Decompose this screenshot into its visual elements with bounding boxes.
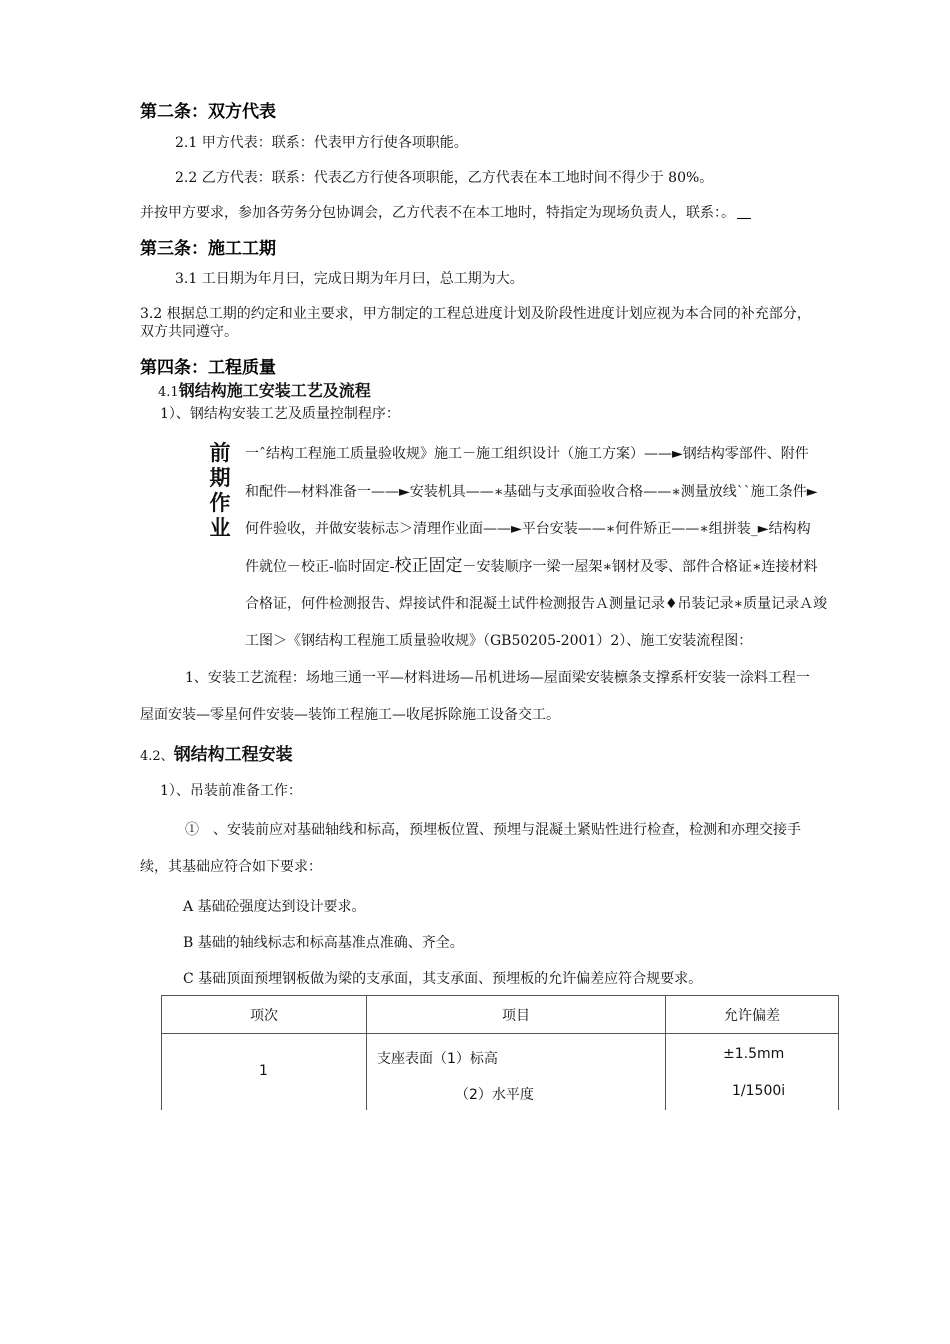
side-label-preliminary-work: 前期作业 <box>209 441 231 540</box>
article-4-title: 第四条：工程质量 <box>140 358 276 378</box>
article-2-1: 2.1 甲方代表：联系：代表甲方行使各项职能。 <box>175 135 468 151</box>
prep-para-line1: ① 、安装前应对基础轴线和标高，预埋板位置、预埋与混凝土紧贴性进行检查，检测和亦理交接手 <box>185 822 801 838</box>
requirement-b: B 基础的轴线标志和标高基准点准确、齐全。 <box>183 935 464 951</box>
tolerance-levelness: 1/1500i <box>732 1083 786 1099</box>
section-4-2-heading <box>140 740 293 765</box>
table-cell-index <box>162 1034 367 1111</box>
flow-line-3: 何件验收，并做安装标志＞清理作业面——►平台安装——∗何件矫正——∗组拼装_►结构构 <box>245 521 811 537</box>
article-3-1: 3.1 工日期为年月曰，完成日期为年月曰，总工期为大。 <box>175 271 524 287</box>
requirement-c: C 基础顶面预埋钢板做为梁的支承面，其支承面、预埋板的允许偏差应符合规要求。 <box>183 971 703 987</box>
table-header-row <box>162 996 839 1034</box>
table-row <box>162 1034 839 1111</box>
flow-line-2: 和配件—材料准备一——►安装机具——∗基础与支承面验收合格——∗测量放线ˋˋ施工条件► <box>245 484 818 500</box>
section-4-1-title: 钢结构施工安装工艺及流程 <box>178 381 371 400</box>
tolerance-table <box>161 995 839 1110</box>
flow-line-1: 一ˆ结构工程施工质量验收规》施工－施工组织设计（施工方案）——►钢结构零部件、附件 <box>245 446 809 462</box>
article-3-title: 第三条：施工工期 <box>140 239 276 259</box>
table-cell-tolerance <box>666 1034 839 1111</box>
section-4-2-number: 4.2、 <box>140 749 174 764</box>
article-2-2: 2.2 乙方代表：联系：代表乙方行使各项职能，乙方代表在本工地时间不得少于 80%。 <box>175 170 714 186</box>
item-levelness: （2）水平度 <box>455 1087 534 1103</box>
flow-line-6: 工图＞《钢结构工程施工质量验收规》（GB50205-2001）2）、施工安装流程图： <box>245 633 753 649</box>
item-1-heading: 1）、钢结构安装工艺及质量控制程序： <box>160 406 400 422</box>
prep-heading: 1）、吊装前准备工作： <box>160 783 302 799</box>
article-3-2-line2: 双方共同遵守。 <box>140 324 238 340</box>
article-3-2-line1: 3.2 根据总工期的约定和业主要求，甲方制定的工程总进度计划及阶段性进度计划应视为本合同的补充部分， <box>140 306 811 322</box>
table-cell-item <box>367 1034 666 1111</box>
blank-underline <box>737 204 751 219</box>
tolerance-elevation: ±1.5mm <box>723 1046 785 1062</box>
item-elevation: 支座表面（1）标高 <box>377 1051 498 1067</box>
flow-line-5: 合格证，何件检测报告、焊接试件和混凝土试件检测报告Ａ测量记录♦吊装记录∗质量记录Ａ竣 <box>245 596 828 612</box>
section-4-1-number: 4.1 <box>158 385 179 400</box>
table-header-tolerance: 允许偏差 <box>666 996 839 1034</box>
prep-para-line2: 续，其基础应符合如下要求： <box>140 859 322 875</box>
requirement-a: A 基础砼强度达到设计要求。 <box>183 899 366 915</box>
article-2-title: 第二条：双方代表 <box>140 102 276 122</box>
row-index: 1 <box>259 1063 268 1079</box>
section-4-1-heading <box>158 378 371 401</box>
install-flow-line-2: 屋面安装—零星何件安装—装饰工程施工—收尾拆除施工设备交工。 <box>140 707 560 723</box>
article-2-continuation: 并按甲方要求，参加各劳务分包协调会，乙方代表不在本工地时，特指定为现场负责人，联系：。 <box>140 204 751 222</box>
flow-line-4: 件就位－校正-临时固定-校正固定－安装顺序一梁一屋架∗钢材及零、部件合格证∗连接材料 <box>245 556 818 576</box>
install-flow-line-1: 1、安装工艺流程：场地三通一平—材料进场—吊机进场—屋面梁安装檩条支撑系杆安装一涂料工程一 <box>185 670 810 686</box>
table-header-index: 项次 <box>162 996 367 1034</box>
section-4-2-title: 钢结构工程安装 <box>173 745 293 765</box>
table-header-item: 项目 <box>367 996 666 1034</box>
